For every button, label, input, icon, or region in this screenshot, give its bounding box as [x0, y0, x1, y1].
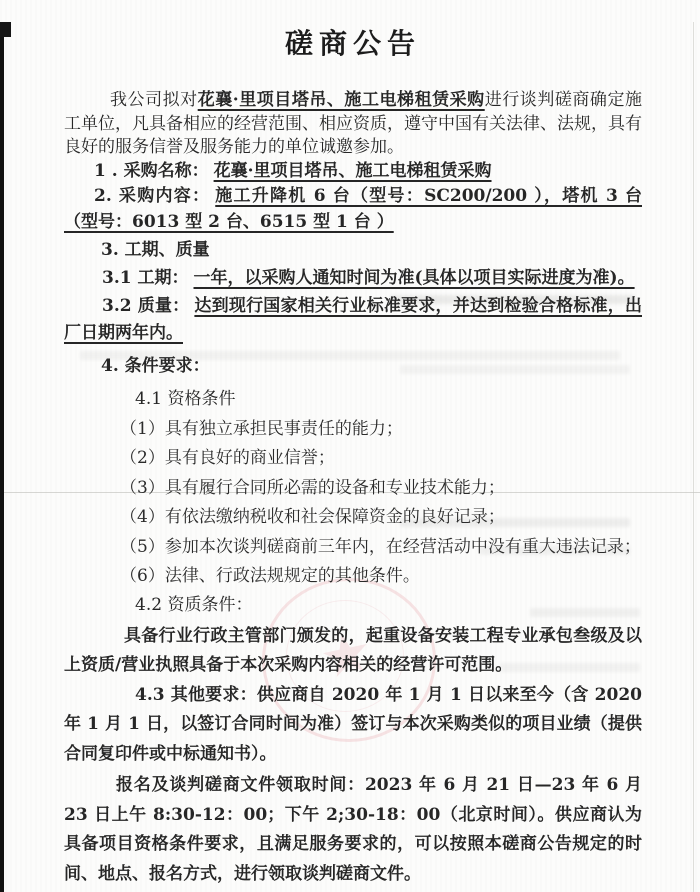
procurement-content-value: 施工升降机 6 台（型号：SC200/200 ），塔机 3 台（型号：6013 型 2 台、6515 型 1 台 ） — [64, 185, 642, 232]
condition-item-3: （3）具有履行合同所必需的设备和专业技术能力； — [120, 477, 505, 498]
scan-corner-mark — [0, 22, 11, 37]
procurement-content-label: 2. 采购内容： — [94, 185, 211, 206]
quality-item — [64, 293, 642, 347]
procurement-name-label: 1 . 采购名称： — [94, 160, 209, 181]
intro-text-post: 进行谈判磋商确定施工单位，凡具备相应的经营范围、相应资质，遵守中国有关法律、法规，具有良好的服务信誉及服务能力的单位诚邀参加。 — [64, 90, 643, 157]
page-title: 磋商公告 — [284, 27, 421, 60]
procurement-name-item — [64, 160, 642, 183]
condition-item-1: （1）具有独立承担民事责任的能力； — [120, 418, 403, 439]
scanned-document — [0, 22, 700, 892]
section3-heading: 3. 工期、质量 — [101, 239, 210, 260]
other-requirements-label: 4.3 其他要求： — [135, 684, 257, 705]
qualification-conditions-list — [64, 415, 642, 592]
document-body — [0, 22, 700, 889]
condition-item-2: （2）具有良好的商业信誉； — [120, 448, 335, 468]
project-name-underlined: 花襄·里项目塔吊、施工电梯租赁采购 — [197, 90, 485, 110]
intro-text-pre: 我公司拟对 — [110, 90, 198, 110]
duration-label: 3.1 工期： — [102, 267, 189, 288]
qualification-subheading: 4.1 资格条件 — [135, 388, 236, 409]
other-requirements-paragraph — [64, 681, 642, 770]
registration-time-paragraph: 报名及谈判磋商文件领取时间：2023 年 6 月 21 日—23 年 6 月 23 日上午 8:30-12：00；下午 2;30-18：00（北京时间）。供应商认为具备项目资格条件要求，且满足服务要求的，可以按照本磋商公告规定的时间、地点、报名方式，进行领取谈判磋商文件。 — [64, 775, 642, 884]
quality-value: 达到现行国家相关行业标准要求，并达到检验合格标准，出厂日期两年内。 — [64, 295, 642, 343]
procurement-name-value: 花襄·里项目塔吊、施工电梯租赁采购 — [213, 160, 492, 181]
duration-value: 一年，以采购人通知时间为准(具体以项目实际进度为准)。 — [193, 267, 635, 288]
stamp-star-icon: ★ — [313, 615, 379, 693]
other-requirements-body: 供应商自 2020 年 1 月 1 日以来至今（含 2020 年 1 月 1 日，以签订合同时间为准）签订与本次采购类似的项目业绩（提供合同复印件或中标通知书）。 — [64, 684, 642, 764]
procurement-content-item — [64, 183, 642, 235]
condition-item-5: （5）参加本次谈判磋商前三年内，在经营活动中没有重大违法记录； — [120, 536, 641, 557]
credentials-body: 具备行业行政主管部门颁发的，起重设备安装工程专业承包叁级及以上资质/营业执照具备于本次采购内容相关的经营许可范围。 — [64, 625, 642, 675]
scan-edge-left — [0, 22, 4, 892]
quality-label: 3.2 质量： — [102, 295, 190, 316]
section4-heading: 4. 条件要求： — [101, 355, 210, 376]
condition-item-4: （4）有依法缴纳税收和社会保障资金的良好记录； — [120, 507, 505, 527]
credentials-subheading: 4.2 资质条件： — [135, 594, 253, 615]
duration-item — [64, 265, 642, 291]
condition-item-6: （6）法律、行政法规规定的其他条件。 — [120, 566, 420, 586]
intro-paragraph — [64, 89, 642, 160]
